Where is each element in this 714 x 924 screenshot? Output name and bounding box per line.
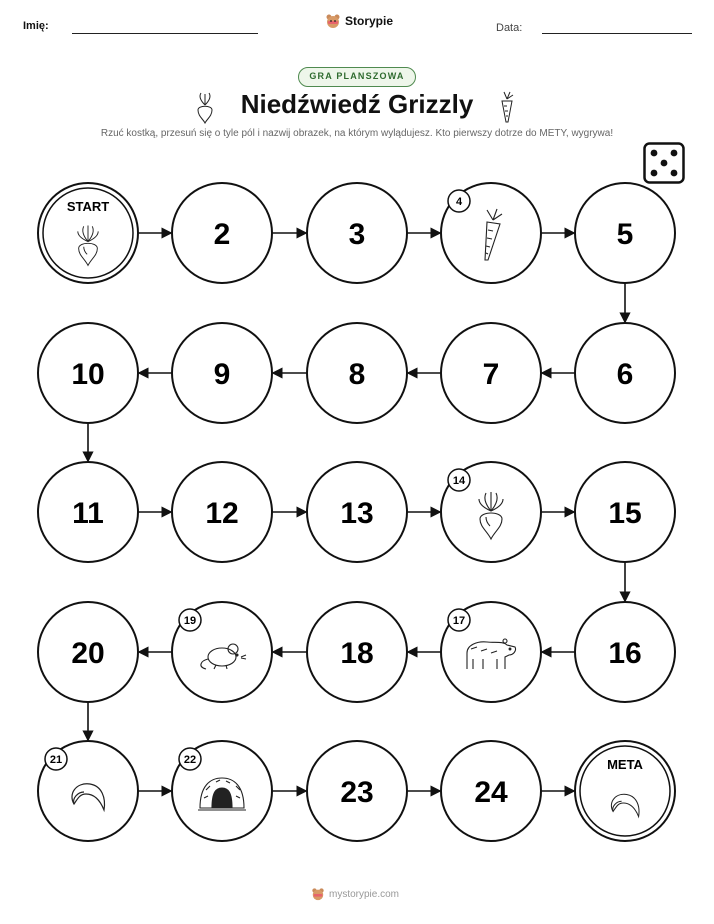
board-space-4 bbox=[441, 183, 541, 283]
game-type-badge: GRA PLANSZOWA bbox=[298, 67, 416, 87]
space-number: 21 bbox=[49, 754, 63, 766]
board-space-17 bbox=[441, 602, 541, 702]
board-space-18 bbox=[307, 602, 407, 702]
board-space-5 bbox=[575, 183, 675, 283]
space-number: 3 bbox=[348, 218, 366, 251]
board-space-10 bbox=[38, 323, 138, 423]
space-number: 18 bbox=[340, 637, 374, 670]
board-space-20 bbox=[38, 602, 138, 702]
start-space bbox=[38, 183, 138, 283]
space-number: 6 bbox=[616, 358, 634, 391]
finish-label: META bbox=[607, 757, 643, 772]
page-title: Niedźwiedź Grizzly bbox=[240, 89, 474, 119]
board-space-19 bbox=[172, 602, 272, 702]
space-number: 4 bbox=[455, 196, 463, 208]
board-space-8 bbox=[307, 323, 407, 423]
space-number: 9 bbox=[213, 358, 231, 391]
board-space-14 bbox=[441, 462, 541, 562]
board-space-15 bbox=[575, 462, 675, 562]
storypie-mascot-icon bbox=[311, 887, 325, 901]
space-number: 19 bbox=[183, 615, 197, 627]
space-number: 5 bbox=[616, 218, 634, 251]
space-number: 23 bbox=[340, 776, 374, 809]
space-number: 11 bbox=[72, 497, 104, 530]
space-circle bbox=[575, 741, 675, 841]
brand-name: Storypie bbox=[345, 14, 394, 28]
board-space-6 bbox=[575, 323, 675, 423]
date-label: Data: bbox=[496, 22, 523, 34]
space-number: 12 bbox=[205, 497, 239, 530]
name-label: Imię: bbox=[23, 20, 49, 32]
board-space-2 bbox=[172, 183, 272, 283]
space-number: 14 bbox=[452, 475, 466, 487]
finish-space bbox=[575, 741, 675, 841]
footer-url: mystorypie.com bbox=[329, 888, 400, 900]
board-space-23 bbox=[307, 741, 407, 841]
space-number: 8 bbox=[348, 358, 366, 391]
board-space-13 bbox=[307, 462, 407, 562]
board-space-16 bbox=[575, 602, 675, 702]
board-space-24 bbox=[441, 741, 541, 841]
space-number: 16 bbox=[608, 637, 642, 670]
space-number: 17 bbox=[452, 615, 466, 627]
space-number: 10 bbox=[71, 358, 105, 391]
board-space-3 bbox=[307, 183, 407, 283]
board-space-7 bbox=[441, 323, 541, 423]
board-cells bbox=[38, 183, 675, 841]
board-space-11 bbox=[38, 462, 138, 562]
space-number: 13 bbox=[340, 497, 374, 530]
board-space-21 bbox=[38, 741, 138, 841]
space-number: 7 bbox=[482, 358, 500, 391]
space-number: 24 bbox=[474, 776, 508, 809]
board-space-22 bbox=[172, 741, 272, 841]
board-space-9 bbox=[172, 323, 272, 423]
footer bbox=[311, 887, 399, 901]
space-number: 22 bbox=[183, 754, 197, 766]
board-space-12 bbox=[172, 462, 272, 562]
space-number: 15 bbox=[608, 497, 642, 530]
instructions: Rzuć kostką, przesuń się o tyle pól i nazwij obrazek, na którym wylądujesz. Kto pierwszy dotrze do METY, wygrywa! bbox=[100, 128, 614, 139]
start-label: START bbox=[66, 199, 110, 214]
space-number: 2 bbox=[213, 218, 231, 251]
space-number: 20 bbox=[71, 637, 105, 670]
